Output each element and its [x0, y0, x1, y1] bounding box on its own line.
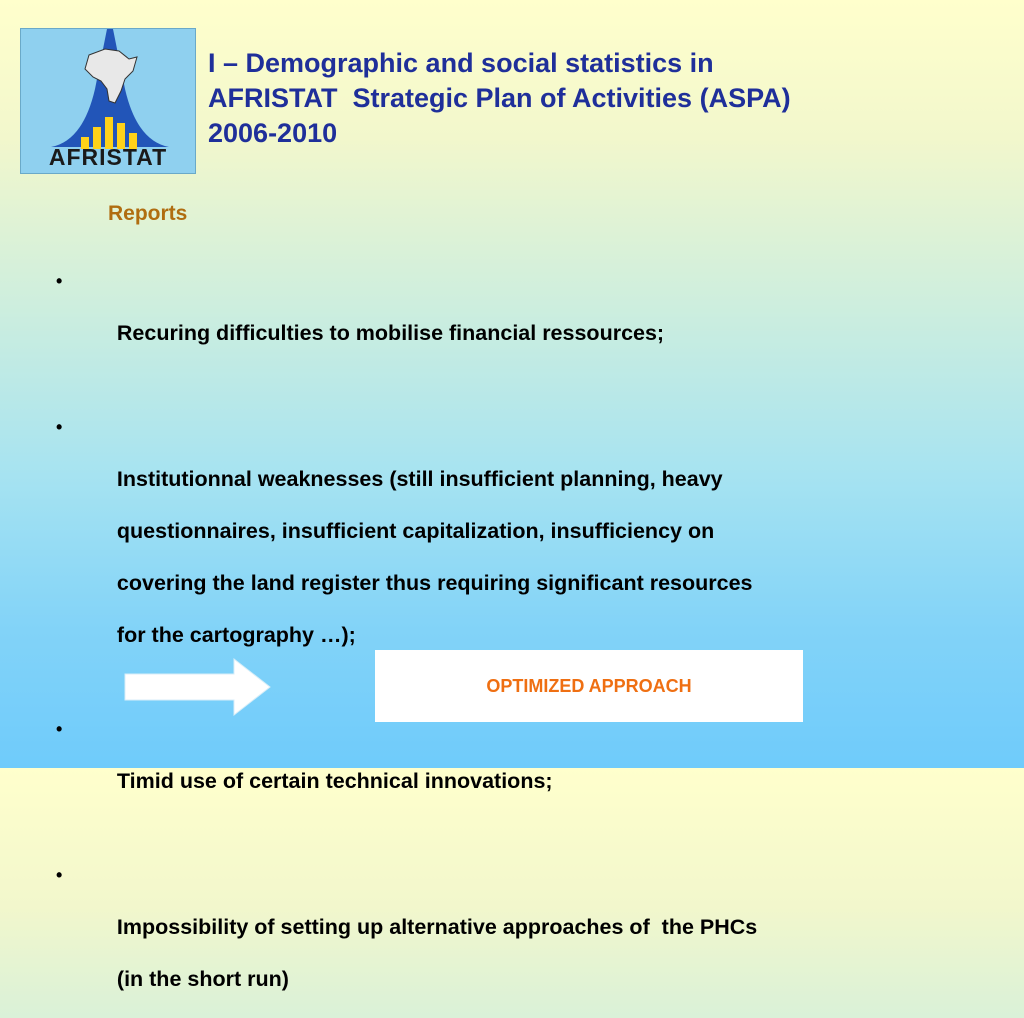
- bullet-line: covering the land register thus requiring significant resources: [116, 571, 753, 595]
- title-line: 2006-2010: [208, 118, 338, 148]
- bullet-item: [50, 716, 950, 820]
- section-heading: Reports: [108, 202, 188, 225]
- bullet-list: [50, 268, 950, 1018]
- bullet-marker: •: [56, 271, 63, 291]
- bullet-marker: •: [56, 417, 63, 437]
- bullet-line: Timid use of certain technical innovations;: [116, 769, 553, 793]
- bullet-marker: •: [56, 719, 63, 739]
- title-line: AFRISTAT Strategic Plan of Activities (ASPA): [208, 83, 791, 113]
- optimized-approach-button[interactable]: OPTIMIZED APPROACH: [375, 650, 803, 722]
- bullet-line: (in the short run): [116, 967, 289, 991]
- bullet-line: Institutionnal weaknesses (still insufficient planning, heavy: [116, 467, 723, 491]
- logo-label: AFRISTAT: [48, 144, 168, 170]
- page-title: [208, 46, 1008, 151]
- bullet-item: [50, 862, 950, 1018]
- bullet-marker: •: [56, 865, 63, 885]
- bullet-line: Recuring difficulties to mobilise financial ressources;: [116, 321, 665, 345]
- bullet-line: questionnaires, insufficient capitalization, insufficiency on: [116, 519, 715, 543]
- bullet-item: [50, 414, 950, 674]
- right-arrow-icon: [124, 658, 272, 716]
- bullet-line: for the cartography …);: [116, 623, 356, 647]
- bullet-line: Impossibility of setting up alternative approaches of the PHCs: [116, 915, 758, 939]
- bullet-item: [50, 268, 950, 372]
- title-line: I – Demographic and social statistics in: [208, 48, 714, 78]
- afristat-logo: [20, 28, 196, 174]
